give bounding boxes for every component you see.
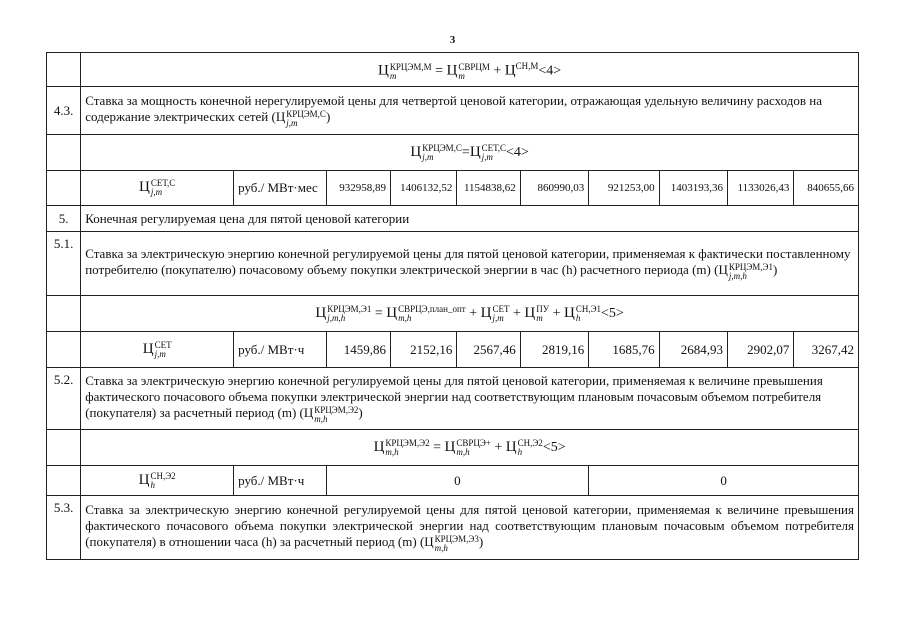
unit-label: руб./ МВт·мес [234, 171, 327, 206]
row-number: 5.2. [47, 368, 81, 430]
page-number: 3 [449, 34, 456, 46]
row-description: Конечная регулируемая цена для пятой ценовой категории [81, 206, 859, 232]
row-number-cell [47, 135, 81, 171]
row-number-cell [47, 53, 81, 87]
value-cell: 1133026,43 [728, 171, 794, 206]
value-cell: 1154838,62 [457, 171, 520, 206]
value-cell: 2567,46 [457, 332, 520, 368]
row-number: 5. [47, 206, 81, 232]
formula-5-2: Ц КРЦЭМ,Э2 m,h = Ц СВРЦЭ+ m,h + Ц СН,Э2 h <5> [81, 430, 859, 466]
value-cell: 1685,76 [589, 332, 659, 368]
value-cell: 921253,00 [589, 171, 659, 206]
table-row [47, 466, 859, 496]
row-number-cell [47, 430, 81, 466]
value-cell: 840655,66 [794, 171, 859, 206]
value-cell: 2152,16 [391, 332, 457, 368]
unit-label: руб./ МВт·ч [234, 466, 327, 496]
row-number: 5.1. [47, 232, 81, 296]
row-number-cell [47, 171, 81, 206]
row-description: Ставка за мощность конечной нерегулируемой цены для четвертой ценовой категории, отражающая удельную величину расходов на содержание электрических сетей (Ц КРЦЭМ,С j,m ) [81, 87, 859, 135]
rate-symbol: Ц СН,Э2 h [81, 466, 234, 496]
formula-4-2: Ц КРЦЭМ,М m = Ц СВРЦМ m + $Ц^{СН,М}<4>$ [81, 53, 859, 87]
row-description: Ставка за электрическую энергию конечной регулируемой цены для пятой ценовой категории, применяемая к фактически поставленному потребителю (покупателю) почасовому объему покупки электрической энергии в час (h) расчетного периода (m) (Ц КРЦЭМ,Э1 j,m,h ) [81, 232, 859, 296]
table-row [47, 53, 859, 87]
table-row [47, 332, 859, 368]
row-number-cell [47, 296, 81, 332]
value-cell: 2902,07 [728, 332, 794, 368]
value-cell: 1403193,36 [659, 171, 727, 206]
row-number: 4.3. [47, 87, 81, 135]
row-number: 5.3. [47, 496, 81, 560]
value-cell: 860990,03 [520, 171, 588, 206]
value-cell: 1406132,52 [391, 171, 457, 206]
formula-5-1: Ц КРЦЭМ,Э1 j,m,h = Ц СВРЦЭ,план_опт m,h + Ц СЕТ j,m + Ц ПУ m + Ц СН,Э1 h <5> [81, 296, 859, 332]
row-number-cell [47, 466, 81, 496]
table-row [47, 232, 859, 296]
value-cell: 0 [589, 466, 859, 496]
table-row [47, 368, 859, 430]
value-cell: 0 [326, 466, 589, 496]
table-row [47, 171, 859, 206]
rate-symbol: Ц СЕТ j,m [81, 332, 234, 368]
row-description: Ставка за электрическую энергию конечной регулируемой цены для пятой ценовой категории, применяемая к величине превышения фактического почасового объема покупки электрической энергии над соответствующим плановым почасовым объемом потребителя (покупателя) в отношении часа (h) за расчетный период (m) (Ц КРЦЭМ,Э3 m,h ) [81, 496, 859, 560]
value-cell: 2819,16 [520, 332, 588, 368]
value-cell: 932958,89 [326, 171, 390, 206]
table-row [47, 430, 859, 466]
table-row [47, 135, 859, 171]
value-cell: 3267,42 [794, 332, 859, 368]
table-row [47, 206, 859, 232]
rate-symbol: Ц СЕТ,С j,m [81, 171, 234, 206]
value-cell: 1459,86 [326, 332, 390, 368]
formula-4-3: Ц КРЦЭМ,С j,m =Ц СЕТ,С j,m <4> [81, 135, 859, 171]
row-description: Ставка за электрическую энергию конечной регулируемой цены для пятой ценовой категории, применяемая к величине превышения фактического почасового объема покупки электрической энергии над соответствующим плановым почасовым объемом потребителя (покупателя) за расчетный период (m) (Ц КРЦЭМ,Э2 m,h ) [81, 368, 859, 430]
row-number-cell [47, 332, 81, 368]
tariff-table [46, 52, 859, 560]
value-cell: 2684,93 [659, 332, 727, 368]
unit-label: руб./ МВт·ч [234, 332, 327, 368]
table-row [47, 496, 859, 560]
table-row [47, 296, 859, 332]
table-row [47, 87, 859, 135]
